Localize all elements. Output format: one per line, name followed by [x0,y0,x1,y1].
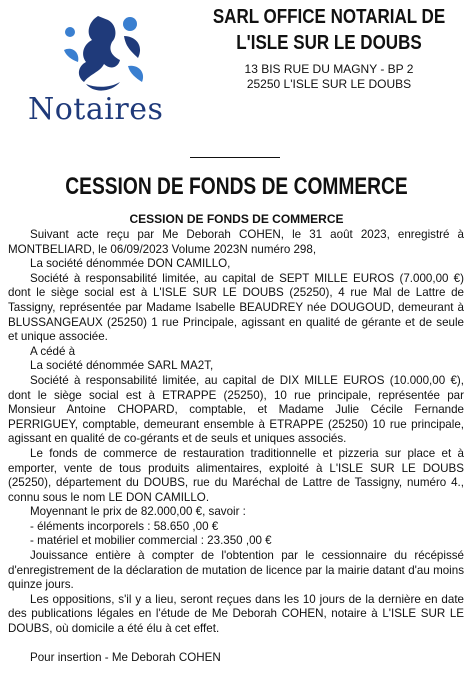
notaires-logo [20,10,180,130]
paragraph-elements-incorporels: - éléments incorporels : 58.650 ,00 € [30,519,219,533]
paragraph-signature: Pour insertion - Me Deborah COHEN [30,650,221,664]
paragraph-materiel: - matériel et mobilier commercial : 23.350 ,00 € [30,534,272,548]
paragraph-jouissance: Jouissance entière à compter de l'obtention par le cessionnaire du récépissé d'enregistrement de la déclaration de mutation de licence par la mairie datant d'au moins quinze jours. [8,549,464,592]
paragraph-fonds: Le fonds de commerce de restauration traditionnelle et pizzeria sur place et à emporter, vente de tous produits alimentaires, exploité à L'ISLE SUR LE DOUBS (25250), département du DOUBS, rue du Maréchal de Lattre de Tassigny, numéro 4., connu sous le nom LE DON CAMILLO. [8,446,464,504]
paragraph-cessionnaire-name: La société dénommée SARL MA2T, [30,359,214,373]
paragraph-acte: Suivant acte reçu par Me Deborah COHEN, le 31 août 2023, enregistré à MONTBELIARD, le 06/09/2023 Volume 2023N numéro 298, [8,228,464,256]
office-address-line1: 13 BIS RUE DU MAGNY - BP 2 [244,62,414,76]
section-heading: CESSION DE FONDS DE COMMERCE [129,212,344,226]
paragraph-a-cede: A cédé à [30,344,76,358]
paragraph-prix: Moyennant le prix de 82.000,00 €, savoir : [30,505,246,519]
paragraph-cessionnaire-details: Société à responsabilité limitée, au capital de DIX MILLE EUROS (10.000,00 €), dont le siège social est à ETRAPPE (25250), 10 rue principale, représentée par Monsieur Antoine CHOPARD, comptable, et Madame Julie Cécile Fernande PERRIGUEY, comptable, demeurant ensemble à ETRAPPE (25250) 10 rue principale, agissant en qualité de co-gérants et de seuls et uniques associés. [8,373,464,446]
office-address-line2: 25250 L'ISLE SUR LE DOUBS [246,77,412,91]
office-name-line2: L'ISLE SUR LE DOUBS [236,32,422,54]
paragraph-cedant-details: Société à responsabilité limitée, au capital de SEPT MILLE EUROS (7.000,00 €) dont le siège social est à L'ISLE SUR LE DOUBS (25250), 4 rue Mal de Lattre de Tassigny, représentée par Madame Isabelle BEAUDREY née DOUGOUD, demeurant à BLUSSANGEAUX (25250) 1 rue Principale, agissant en qualité de gérante et de seule et unique associée. [8,271,464,344]
paragraph-cedant-name: La société dénommée DON CAMILLO, [30,257,231,271]
notice-body [8,228,464,665]
paragraph-oppositions: Les oppositions, s'il y a lieu, seront reçues dans les 10 jours de la dernière en date des publications légales en l'étude de Me Deborah COHEN, notaire à L'ISLE SUR LE DOUBS, où domicile a été élu à cet effet. [8,592,464,636]
office-header [190,4,468,92]
spacer [8,637,464,651]
notaires-emblem-icon [20,10,180,95]
logo-wordmark: Notaires [28,92,164,127]
office-name-line1: SARL OFFICE NOTARIAL DE [212,6,446,28]
page-title: CESSION DE FONDS DE COMMERCE [65,173,408,200]
separator-rule [190,157,280,158]
